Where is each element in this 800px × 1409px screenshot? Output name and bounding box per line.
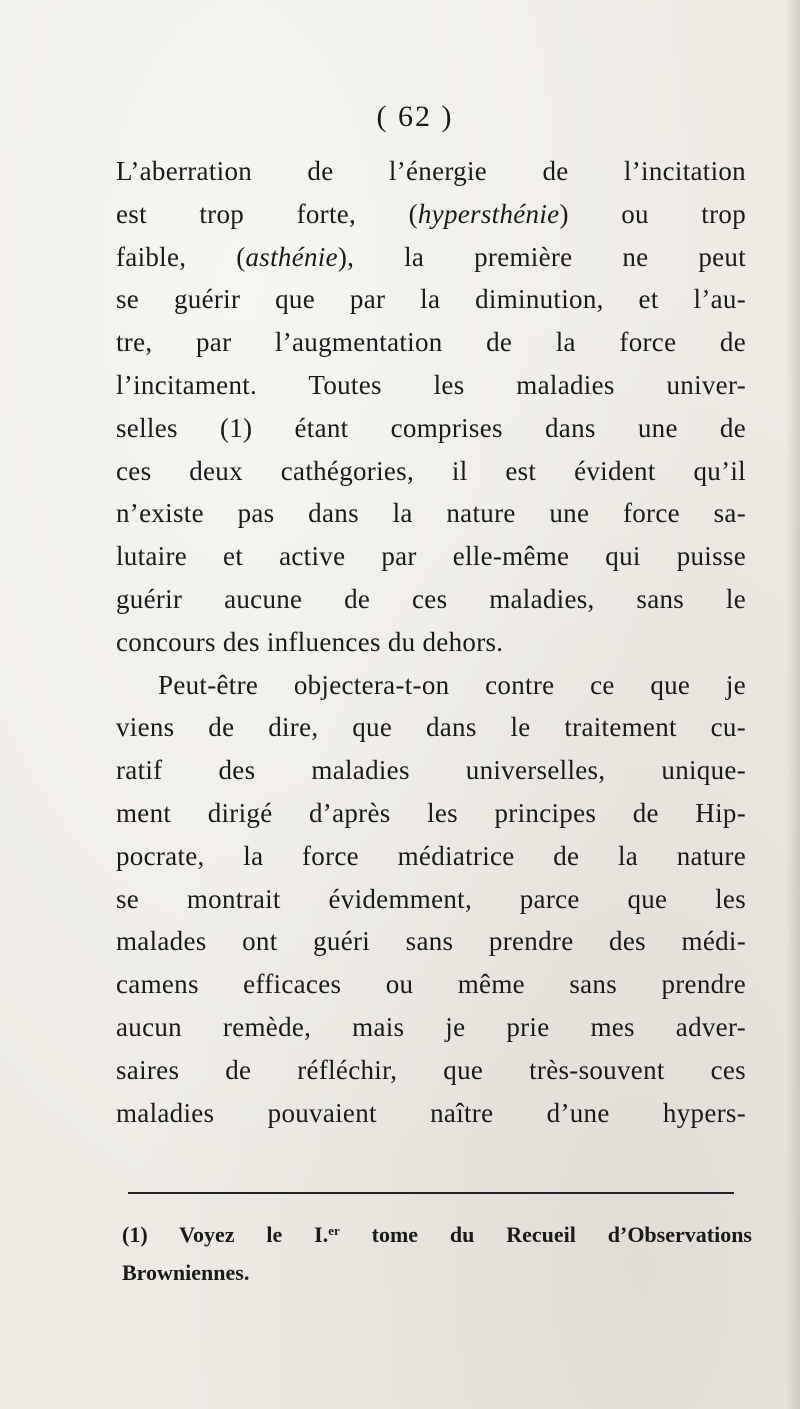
footnote <box>122 1212 752 1292</box>
text-line <box>116 578 746 621</box>
line-segment: selles (1) étant comprises dans une de <box>116 412 746 443</box>
text-line <box>116 835 746 878</box>
line-segment: l’incitament. Toutes les maladies univer- <box>116 369 746 400</box>
text-line <box>116 1092 746 1135</box>
line-segment: ces deux cathégories, il est évident qu’il <box>116 455 746 486</box>
footnote-line: Browniennes. <box>122 1260 250 1285</box>
text-line <box>116 193 746 236</box>
text-line <box>116 1006 746 1049</box>
text-line <box>116 664 746 707</box>
line-segment: L’aberration de l’énergie de l’incitation <box>116 156 746 186</box>
line-segment: concours des influences du dehors. <box>116 626 504 657</box>
text-line <box>116 321 746 364</box>
line-segment: guérir aucune de ces maladies, sans le <box>116 583 746 614</box>
line-segment: tre, par l’augmentation de la force de <box>116 327 746 358</box>
line-segment: faible, ( <box>116 241 246 272</box>
body-text <box>116 150 746 1134</box>
text-line <box>116 364 746 407</box>
text-line <box>116 407 746 450</box>
text-line <box>116 621 746 664</box>
footnote-separator <box>128 1192 734 1194</box>
text-line <box>116 150 746 193</box>
italic-term: asthénie <box>245 241 338 272</box>
text-line <box>116 749 746 792</box>
line-segment: lutaire et active par elle-même qui puisse <box>116 541 746 572</box>
text-line <box>116 920 746 963</box>
line-segment: se guérir que par la diminution, et l’au- <box>116 284 746 315</box>
text-line <box>116 706 746 749</box>
line-segment: viens de dire, que dans le traitement cu- <box>116 712 746 743</box>
text-line <box>116 792 746 835</box>
text-line <box>116 278 746 321</box>
text-line <box>116 1049 746 1092</box>
line-segment: camens efficaces ou même sans prendre <box>116 969 746 1000</box>
line-segment: Peut-être objectera-t-on contre ce que je <box>158 669 746 700</box>
text-line <box>116 535 746 578</box>
italic-term: hypersthénie <box>417 198 560 229</box>
footnote-line <box>122 1212 752 1254</box>
footnote-text: (1) Voyez le I. <box>122 1222 329 1247</box>
line-segment: est trop forte, ( <box>116 198 418 229</box>
footnote-superscript: er <box>328 1223 340 1238</box>
text-line <box>116 492 746 535</box>
line-segment: aucun remède, mais je prie mes adver- <box>116 1011 746 1042</box>
page-number: ( 62 ) <box>376 100 454 133</box>
line-segment: ratif des maladies universelles, unique- <box>116 755 746 786</box>
text-line <box>116 878 746 921</box>
text-line <box>116 236 746 279</box>
text-line <box>116 963 746 1006</box>
line-segment: saires de réfléchir, que très-souvent ces <box>116 1054 746 1085</box>
line-segment: ), la première ne peut <box>337 241 746 272</box>
text-line <box>116 450 746 493</box>
line-segment: n’existe pas dans la nature une force sa- <box>116 498 746 529</box>
page-edge-shadow <box>786 0 800 1409</box>
line-segment: se montrait évidemment, parce que les <box>116 883 746 914</box>
line-segment: ment dirigé d’après les principes de Hip- <box>116 797 746 828</box>
footnote-text: tome du Recueil d’Observations <box>339 1222 752 1247</box>
line-segment: malades ont guéri sans prendre des médi- <box>116 926 746 957</box>
line-segment: pocrate, la force médiatrice de la nature <box>116 840 746 871</box>
line-segment: maladies pouvaient naître d’une hypers- <box>116 1097 746 1128</box>
line-segment: ) ou trop <box>559 198 747 229</box>
